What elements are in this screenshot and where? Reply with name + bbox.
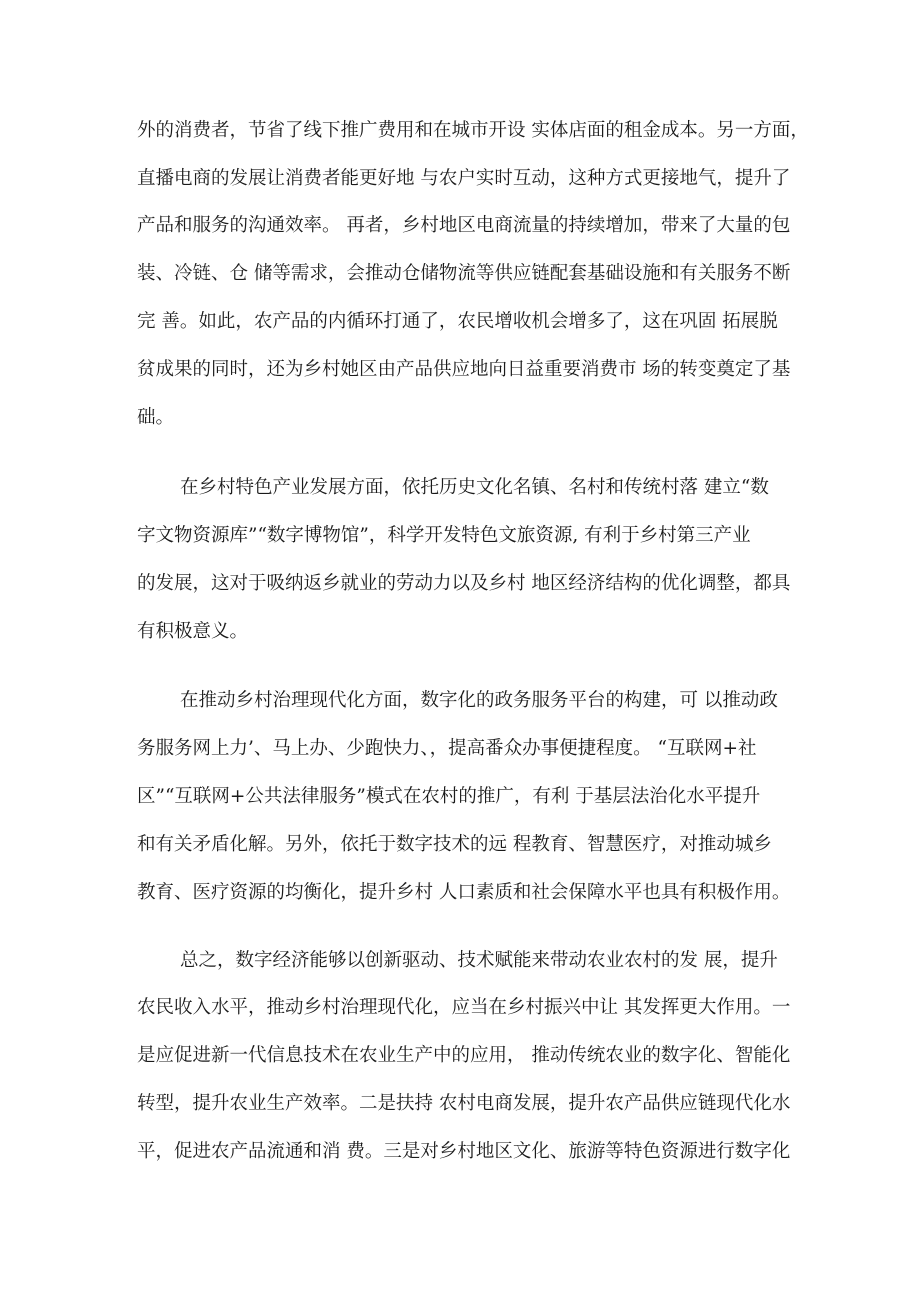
paragraph-1-line-1: 外的消费者，节省了线下推广费用和在城市开设 实体店面的租金成本。另一方面，	[137, 120, 809, 141]
paragraph-1-line-5: 完 善。如此，农产品的内循环打通了，农民增收机会增多了，这在巩固 拓展脱	[137, 311, 778, 332]
paragraph-1-line-2: 直播电商的发展让消费者能更好地 与农户实时互动，这种方式更接地气，提升了	[137, 168, 791, 189]
paragraph-2-line-3: 的发展，这对于吸纳返乡就业的劳动力以及乡村 地区经济结构的优化调整，都具	[137, 573, 791, 594]
paragraph-4-line-3: 是应促进新一代信息技术在农业生产中的应用， 推动传统农业的数字化、智能化	[137, 1045, 791, 1066]
paragraph-1-line-6: 贫成果的同时，还为乡村她区由产品供应地向日益重要消费市 场的转变奠定了基	[137, 359, 791, 380]
paragraph-4-line-5: 平，促进农产品流通和消 费。三是对乡村地区文化、旅游等特色资源进行数字化	[137, 1141, 791, 1162]
paragraph-1-line-7: 础。	[137, 407, 175, 428]
paragraph-4-line-2: 农民收入水平，推动乡村治理现代化，应当在乡村振兴中让 其发挥更大作用。一	[137, 997, 791, 1018]
paragraph-2-line-4: 有积极意义。	[137, 621, 249, 642]
paragraph-4-line-4: 转型，提升农业生产效率。二是扶持 农村电商发展，提升农产品供应链现代化水	[137, 1093, 791, 1114]
paragraph-4-line-1: 总之，数字经济能够以创新驱动、技术赋能来带动农业农村的发 展，提升	[180, 950, 778, 971]
paragraph-1-line-3: 产品和服务的沟通效率。 再者，乡村地区电商流量的持续增加，带来了大量的包	[137, 215, 791, 236]
paragraph-2-line-1: 在乡村特色产业发展方面，依托历史文化名镇、名村和传统村落 建立“数	[180, 477, 769, 498]
paragraph-3-line-2: 务服务网上力’、马上办、少跑快力、，提高番众办事便捷程度。 “互联网+社	[137, 738, 757, 759]
paragraph-3-line-3: 区”“互联网+公共法律服务”模式在农村的推广，有利 于基层法治化水平提升	[137, 786, 761, 807]
paragraph-3-line-5: 教育、医疗资源的均衡化，提升乡村 人口素质和社会保障水平也具有积极作用。	[137, 882, 791, 903]
paragraph-1-line-4: 装、冷链、仓 储等需求，会推动仓储物流等供应链配套基础设施和有关服务不断	[137, 263, 791, 284]
paragraph-3-line-1: 在推动乡村治理现代化方面，数字化的政务服务平台的构建，可 以推动政	[180, 690, 778, 711]
paragraph-2-line-2: 字文物资源库”“数字博物馆”，科学开发特色文旅资源, 有利于乡村第三产业	[137, 525, 751, 546]
paragraph-3-line-4: 和有关矛盾化解。另外，依托于数字技术的远 程教育、智慧医疗，对推动城乡	[137, 834, 772, 855]
